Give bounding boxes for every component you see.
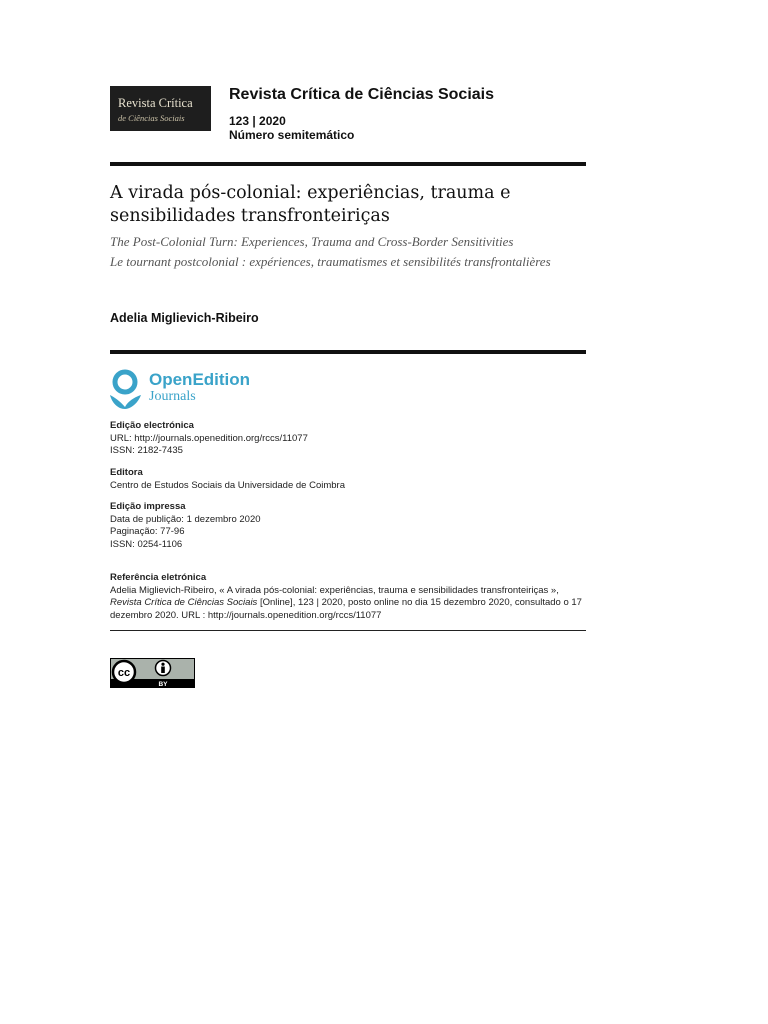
logo-line-1: Revista Crítica (118, 96, 193, 110)
issue-number: 123 | 2020 (229, 114, 286, 128)
electronic-edition-heading: Edição electrónica (110, 420, 194, 431)
print-edition-heading: Edição impressa (110, 501, 186, 512)
print-issn: ISSN: 0254-1106 (110, 538, 183, 550)
reference-text-start: Adelia Miglievich-Ribeiro, « A virada pós-colonial: experiências, trauma e sensibilidades transfronteiriças », (110, 584, 559, 596)
middle-divider (110, 350, 586, 354)
publisher-heading: Editora (110, 467, 143, 478)
reference-heading: Referência eletrónica (110, 572, 207, 583)
publisher-name: Centro de Estudos Sociais da Universidade de Coimbra (110, 479, 345, 491)
issue-subtitle: Número semitemático (229, 128, 355, 142)
article-title-english: The Post-Colonial Turn: Experiences, Trauma and Cross-Border Sensitivities (110, 234, 514, 249)
reference-text (110, 585, 586, 623)
article-title-french: Le tournant postcolonial : expériences, traumatismes et sensibilités transfrontalières (110, 254, 551, 269)
journal-logo (110, 86, 211, 131)
print-pages: Paginação: 77-96 (110, 526, 185, 537)
cc-label: cc (117, 667, 131, 679)
bottom-divider (110, 630, 586, 631)
reference-journal-name: Revista Crítica de Ciências Sociais (110, 597, 258, 608)
reference-text-end[interactable]: [Online], 123 | 2020, posto online no dia 15 dezembro 2020, consultado o 17 dezembro 2020. URL : http://journals.openedition.org/rccs/11077 (110, 597, 582, 621)
print-edition-block (110, 501, 586, 551)
publisher-block (110, 467, 586, 492)
openedition-journals: Journals (149, 389, 196, 404)
article-author: Adelia Miglievich-Ribeiro (110, 311, 259, 325)
article-title: A virada pós-colonial: experiências, trauma e sensibilidades transfronteiriças (110, 183, 511, 226)
logo-line-2: de Ciências Sociais (118, 113, 185, 123)
electronic-edition-block (110, 420, 586, 458)
journal-title: Revista Crítica de Ciências Sociais (229, 86, 495, 103)
openedition-logo-icon (108, 369, 144, 411)
by-label: BY (158, 681, 168, 688)
top-divider (110, 162, 586, 166)
reference-block (110, 572, 586, 622)
creative-commons-by-badge[interactable] (110, 658, 195, 688)
electronic-issn: ISSN: 2182-7435 (110, 445, 183, 456)
print-date: Data de publição: 1 dezembro 2020 (110, 513, 261, 525)
openedition-name: OpenEdition (149, 370, 251, 389)
electronic-url[interactable]: URL: http://journals.openedition.org/rccs/11077 (110, 432, 308, 444)
